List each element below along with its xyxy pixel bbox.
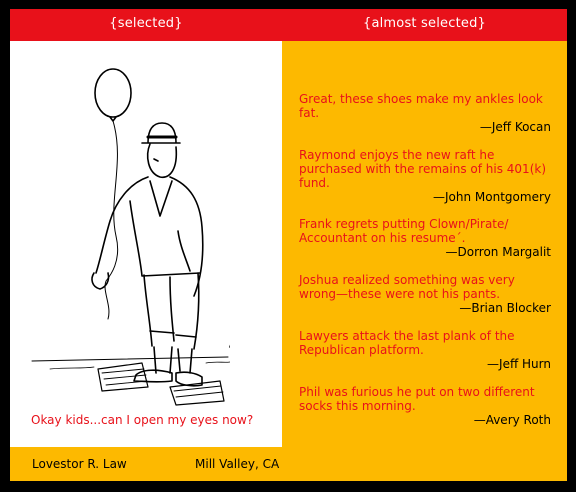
cartoon-panel (10, 41, 282, 447)
entry-author: —Jeff Kocan (479, 120, 551, 134)
entry-caption: Frank regrets putting Clown/Pirate/ Accountant on his resume´. (299, 217, 509, 245)
entry-caption: Joshua realized something was very wrong—these were not his pants. (299, 273, 515, 301)
entry-caption: Phil was furious he put on two different socks this morning. (299, 385, 535, 413)
entry-author: —Dorron Margalit (445, 245, 551, 259)
list-item (299, 385, 551, 427)
list-item (299, 329, 551, 371)
entry-author: —Brian Blocker (459, 301, 551, 315)
entry-caption: Great, these shoes make my ankles look fat. (299, 92, 543, 120)
list-item (299, 217, 551, 259)
balloon-shape (95, 69, 131, 117)
entry-author: —Avery Roth (473, 413, 551, 427)
entry-caption: Lawyers attack the last plank of the Republican platform. (299, 329, 515, 357)
cartoon-caption: Okay kids...can I open my eyes now? (31, 413, 254, 427)
list-item (299, 273, 551, 315)
contest-frame (10, 9, 567, 481)
winner-location: Mill Valley, CA (195, 457, 280, 471)
entry-author: —John Montgomery (433, 190, 551, 204)
entry-author: —Jeff Hurn (487, 357, 551, 371)
winner-author: Lovestor R. Law (32, 457, 127, 471)
almost-selected-heading: {almost selected} (362, 16, 486, 31)
entry-caption: Raymond enjoys the new raft he purchased with the remains of his 401(k) fund. (299, 148, 547, 190)
header-bar (10, 9, 567, 41)
selected-heading: {selected} (109, 16, 183, 31)
list-item (299, 92, 551, 134)
almost-selected-list (299, 92, 551, 441)
list-item (299, 148, 551, 204)
cartoon-illustration (30, 51, 230, 406)
